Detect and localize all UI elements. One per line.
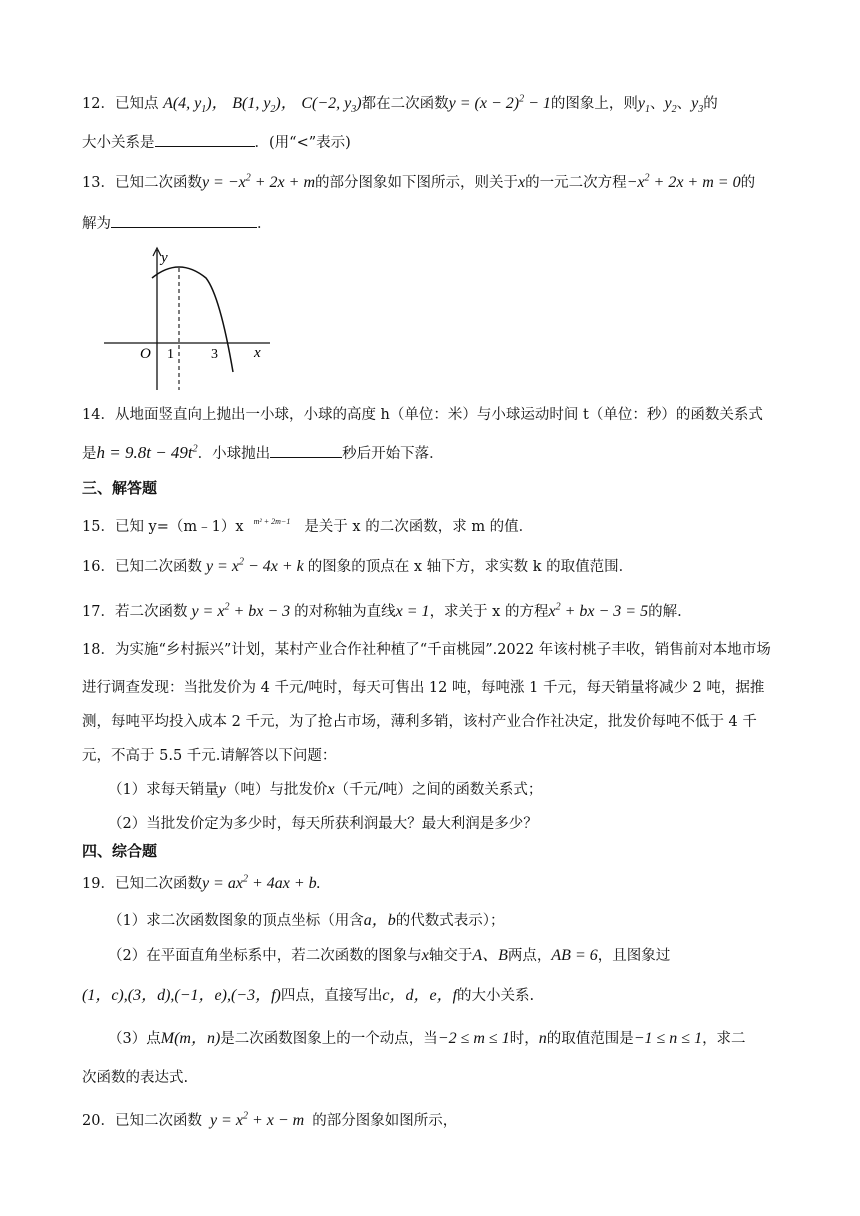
text: 的解. — [648, 604, 682, 620]
question-14-line-1 — [82, 404, 763, 426]
text: 的 — [703, 96, 718, 112]
question-19-line-1 — [82, 873, 321, 895]
tick-label-1: 1 — [167, 347, 174, 362]
variable-x: x — [421, 947, 429, 964]
question-18-line-4: 元，不高于 5.5 千元.请解答以下问题： — [82, 748, 337, 764]
question-number: 19． — [82, 876, 115, 892]
text: 的图象上，则 — [550, 96, 638, 112]
variables-a-b: a，b — [363, 912, 396, 929]
text: 、 — [676, 96, 692, 112]
text: 已知二次函数 — [114, 1113, 202, 1129]
question-19-part-3-line-1 — [108, 1028, 746, 1050]
question-number: 20． — [82, 1113, 115, 1129]
text: 的部分图象如图所示， — [312, 1113, 458, 1129]
y-label: y — [161, 250, 168, 266]
question-number: 18． — [82, 642, 115, 658]
point-a: A(4, $y_1$)， — [163, 95, 228, 116]
question-16 — [82, 556, 633, 578]
text: 的大小关系. — [457, 988, 535, 1004]
variables-c-d-e-f: c，d，e，f — [382, 987, 458, 1004]
points-a-b: A、B — [472, 947, 508, 964]
text: 解为 — [82, 216, 111, 232]
text: 的部分图象如下图所示，则关于 — [315, 175, 518, 191]
text: 若二次函数 — [114, 604, 188, 620]
variable-y: y — [218, 781, 226, 798]
text: ，求关于 x 的方程 — [429, 604, 549, 620]
question-number: 16． — [82, 559, 115, 575]
text: 已知二次函数 — [114, 559, 202, 575]
x-label: x — [254, 345, 261, 361]
text: 都在二次函数 — [361, 96, 449, 112]
question-number: 17． — [82, 604, 115, 620]
text: 的对称轴为直线 — [294, 604, 396, 620]
question-18-part-1 — [108, 779, 542, 801]
text: 为实施“乡村振兴”计划，某村产业合作社种植了“千亩桃园”.2022 年该村桃子丰收，销售前对本地市场 — [114, 642, 771, 658]
variable-n: n — [538, 1030, 547, 1047]
text: 两点， — [507, 948, 552, 964]
question-18-line-1 — [82, 639, 771, 661]
question-12-line-1 — [82, 93, 718, 115]
text: （1）求二次函数图象的顶点坐标（用含 — [108, 913, 364, 929]
question-number: 15． — [82, 519, 115, 535]
text: 的代数式表示）； — [395, 913, 505, 929]
question-19-part-1 — [108, 910, 505, 932]
equation: $-x^2 + 2x + m = 0$ — [626, 172, 741, 191]
question-19-part-2-line-2 — [82, 985, 534, 1007]
function-expression: $y = x^2 + x - m$ — [209, 1110, 305, 1129]
function-expression: $y = x^2$ + bx − 3 — [191, 601, 291, 620]
m-range: −2 ≤ m ≤ 1 — [437, 1030, 510, 1047]
four-points: (1，c),(3，d),(−1，e),(−3，f) — [82, 987, 281, 1004]
equation: $x^2$ + bx − 3 = 5 — [548, 601, 649, 620]
ab-length: AB = 6 — [551, 947, 598, 964]
text: ．小球抛出 — [197, 446, 271, 462]
question-13-line-1 — [82, 172, 755, 194]
question-14-line-2 — [82, 442, 444, 465]
function-expression: $y = x^2 - 4x + k$ — [205, 556, 304, 575]
section-heading: 三、解答题 — [82, 479, 158, 497]
n-range: −1 ≤ n ≤ 1 — [633, 1030, 703, 1047]
text: ． — [257, 216, 272, 232]
question-number: 14． — [82, 407, 115, 423]
parabola-graph — [100, 244, 280, 392]
origin-label: O — [140, 346, 151, 362]
text: 的图象的顶点在 x 轴下方，求实数 k 的取值范围． — [307, 559, 634, 575]
text: 已知点 — [114, 96, 159, 112]
y2: $y_2$ — [664, 95, 677, 116]
question-13-line-2 — [82, 213, 272, 235]
y3: $y_3$ — [691, 95, 704, 116]
question-18-part-2: （2）当批发价定为多少时，每天所获利润最大？最大利润是多少？ — [108, 816, 538, 832]
text: 秒后开始下落． — [342, 446, 444, 462]
question-number: 12． — [82, 96, 115, 112]
text: 轴交于 — [428, 948, 473, 964]
text: 是关于 x 的二次函数，求 m 的值． — [304, 519, 534, 535]
text: 时， — [509, 1031, 539, 1047]
parabola-curve — [152, 267, 233, 372]
text: 四点，直接写出 — [280, 988, 383, 1004]
y1: $y_1$ — [637, 95, 650, 116]
answer-blank[interactable] — [155, 132, 255, 147]
question-18-line-3: 测，每吨平均投入成本 2 千元，为了抢占市场，薄利多销，该村产业合作社决定，批发价每吨不低于 4 千 — [82, 714, 757, 730]
question-number: 13． — [82, 175, 115, 191]
text: 是二次函数图象上的一个动点，当 — [220, 1031, 438, 1047]
question-12-line-2 — [82, 132, 351, 154]
text: 、 — [649, 96, 665, 112]
question-19-part-3-line-2: 次函数的表达式. — [82, 1070, 189, 1086]
text: 的取值范围是 — [546, 1031, 634, 1047]
answer-blank[interactable] — [270, 443, 342, 458]
text: （千元/吨）之间的函数关系式； — [334, 782, 543, 798]
exponent: m² + 2m−1 — [253, 517, 291, 526]
text: 已知 y=（m﹣1）x — [114, 519, 244, 535]
section-heading: 四、综合题 — [82, 842, 158, 860]
function-expression: $y = ax^2 + 4ax + b$. — [201, 873, 321, 892]
text: （3）点 — [108, 1031, 161, 1047]
text: ．(用“<”表示) — [254, 135, 351, 151]
variable-x: x — [518, 174, 526, 191]
question-19-part-2-line-1 — [108, 945, 670, 967]
text: （吨）与批发价 — [225, 782, 328, 798]
text: 已知二次函数 — [114, 876, 202, 892]
text: （1）求每天销量 — [108, 782, 219, 798]
text: ，且图象过 — [597, 948, 671, 964]
text: （2）在平面直角坐标系中，若二次函数的图象与 — [108, 948, 422, 964]
question-15 — [82, 511, 533, 538]
tick-label-3: 3 — [211, 347, 218, 362]
question-20 — [82, 1110, 457, 1132]
text: 的一元二次方程 — [525, 175, 627, 191]
question-18-line-2: 进行调查发现：当批发价为 4 千元/吨时，每天可售出 12 吨，每吨涨 1 千元，每天销量将减少 2 吨，据推 — [82, 680, 765, 696]
text: 是 — [82, 446, 97, 462]
point-m: M(m，n) — [160, 1030, 221, 1047]
point-b: B(1, $y_2$)， — [232, 95, 297, 116]
question-17 — [82, 601, 682, 623]
answer-blank[interactable] — [111, 213, 257, 228]
function-expression: $y = (x - 2)^2 - 1$ — [448, 93, 551, 112]
text: 已知二次函数 — [114, 175, 202, 191]
axis-equation: x = 1 — [395, 603, 430, 620]
function-expression: $y = -x^2 + 2x + m$ — [201, 172, 315, 191]
function-expression: $h = 9.8t - 49t^2$ — [96, 443, 198, 462]
variable-x: x — [327, 781, 335, 798]
text: 从地面竖直向上抛出一小球，小球的高度 h（单位：米）与小球运动时间 t（单位：秒）的函数关系式 — [114, 407, 763, 423]
text: 的 — [740, 175, 756, 191]
point-c: C(−2, $y_3$) — [301, 95, 362, 116]
text: ，求二 — [702, 1031, 746, 1047]
text: 大小关系是 — [82, 135, 155, 151]
